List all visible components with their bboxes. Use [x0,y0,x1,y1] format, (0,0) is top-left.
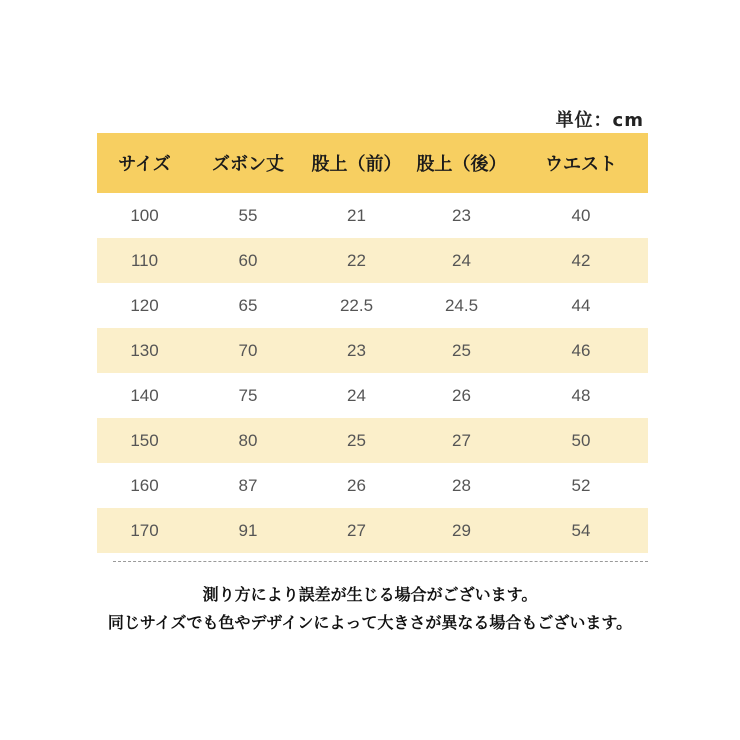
table-cell: 140 [130,385,159,405]
table-cell: 80 [238,430,258,450]
table-cell: 23 [347,340,366,360]
table-cell: 110 [130,250,159,270]
table-header-row [97,133,648,193]
table-cell: 24 [347,385,366,405]
table-cell: 25 [452,340,471,360]
table-cell: 170 [130,520,159,540]
table-row [97,328,648,373]
header-front-rise: 股上（前） [311,154,402,175]
table-cell: 22 [347,250,366,270]
header-pants-length: ズボン丈 [212,154,284,175]
table-cell: 29 [452,520,471,540]
table-row [97,193,648,238]
header-size: サイズ [118,154,171,175]
unit-label: 単位：cm [555,110,644,131]
table-cell: 24.5 [444,295,479,315]
table-row [97,373,648,418]
table-cell: 54 [571,520,591,540]
dashed-divider [113,561,648,562]
table-cell: 50 [571,430,591,450]
table-cell: 160 [130,475,159,495]
table-cell: 28 [452,475,471,495]
table-cell: 22.5 [339,295,374,315]
size-table [97,133,648,553]
table-cell: 55 [238,205,258,225]
table-cell: 150 [130,430,159,450]
table-cell: 130 [130,340,159,360]
table-cell: 40 [571,205,591,225]
table-cell: 70 [238,340,258,360]
header-back-rise: 股上（後） [416,154,507,175]
table-row [97,508,648,553]
table-cell: 100 [130,205,159,225]
table-cell: 48 [571,385,591,405]
table-cell: 27 [452,430,471,450]
table-cell: 65 [238,295,258,315]
table-cell: 87 [238,475,258,495]
table-cell: 44 [571,295,591,315]
table-row [97,238,648,283]
table-cell: 60 [238,250,258,270]
table-cell: 91 [238,520,258,540]
size-variation-note: 同じサイズでも色やデザインによって大きさが異なる場合もございます。 [107,613,633,632]
table-cell: 120 [130,295,159,315]
table-cell: 27 [347,520,366,540]
header-waist: ウエスト [545,154,617,175]
table-cell: 25 [347,430,366,450]
table-cell: 26 [347,475,366,495]
table-cell: 46 [571,340,591,360]
measurement-note: 測り方により誤差が生じる場合がございます。 [202,585,538,604]
table-cell: 52 [571,475,591,495]
table-cell: 42 [571,250,591,270]
table-cell: 23 [452,205,471,225]
table-cell: 21 [347,205,366,225]
table-cell: 26 [452,385,471,405]
table-cell: 75 [238,385,258,405]
table-cell: 24 [452,250,471,270]
table-row [97,463,648,508]
table-row [97,283,648,328]
table-row [97,418,648,463]
